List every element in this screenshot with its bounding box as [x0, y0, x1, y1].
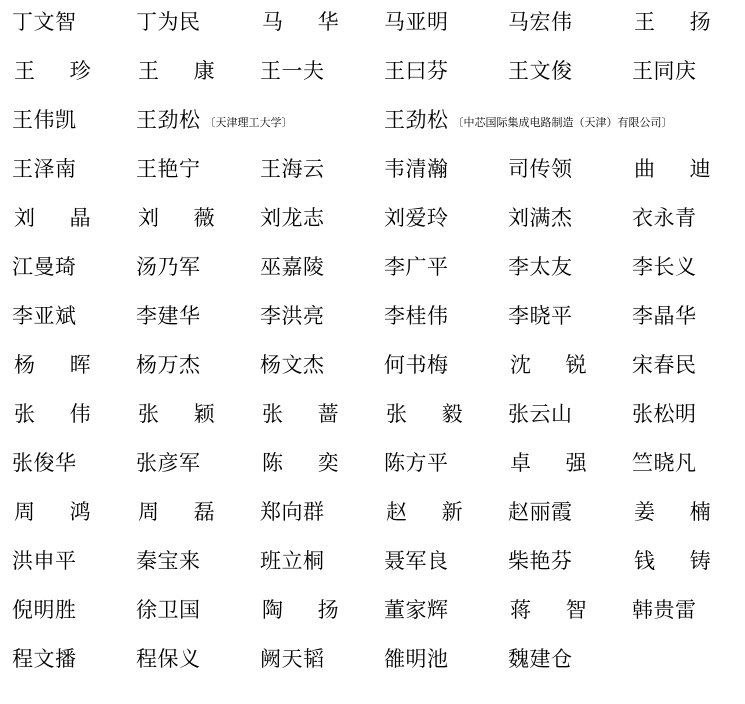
person-name: 蒋 智: [510, 598, 601, 622]
person-name: 王一夫: [260, 59, 325, 83]
name-cell: [378, 498, 502, 526]
name-cell: [6, 8, 130, 36]
name-cell: [254, 400, 378, 428]
name-cell: [130, 204, 254, 232]
person-name: 秦宝来: [136, 549, 201, 573]
person-affiliation-note: 〔中芯国际集成电路制造（天津）有限公司〕: [452, 116, 673, 129]
person-name: 雒明池: [384, 647, 449, 671]
name-cell: [254, 547, 378, 575]
name-cell: [6, 498, 130, 526]
person-name: 王 康: [138, 59, 229, 83]
name-cell: [502, 547, 626, 575]
person-name: 张 毅: [386, 402, 477, 426]
name-cell: [130, 155, 254, 183]
name-cell: [254, 155, 378, 183]
name-cell: [378, 57, 502, 85]
name-cell: [6, 596, 130, 624]
name-cell: [378, 155, 502, 183]
name-cell: [502, 498, 626, 526]
name-cell: [626, 302, 745, 330]
person-name: 张俊华: [12, 451, 77, 475]
name-cell: [626, 155, 745, 183]
name-cell: [502, 8, 626, 36]
person-name: 曲 迪: [634, 157, 725, 181]
name-cell: [130, 400, 254, 428]
name-cell: [130, 449, 254, 477]
name-cell: [626, 204, 745, 232]
name-cell: [6, 547, 130, 575]
name-cell: [130, 253, 254, 281]
name-cell: [502, 400, 626, 428]
name-cell: [626, 547, 745, 575]
name-cell: [254, 253, 378, 281]
person-name: 郑向群: [260, 500, 325, 524]
name-row: [6, 596, 739, 645]
person-name: 宋春民: [632, 353, 697, 377]
person-name: 王劲松: [136, 108, 201, 132]
person-name: 丁文智: [12, 10, 77, 34]
name-cell: [378, 204, 502, 232]
person-name: 王劲松: [384, 108, 449, 132]
person-name: 聂军良: [384, 549, 449, 573]
person-name: 李晶华: [632, 304, 697, 328]
name-row: [6, 106, 739, 155]
name-cell: [6, 645, 130, 673]
name-cell: [6, 449, 130, 477]
name-cell: [378, 645, 502, 673]
name-cell: [502, 449, 626, 477]
name-cell: [6, 400, 130, 428]
person-name: 洪申平: [12, 549, 77, 573]
name-row: [6, 204, 739, 253]
person-name: 李太友: [508, 255, 573, 279]
name-row: [6, 155, 739, 204]
name-cell: [6, 204, 130, 232]
person-name: 杨万杰: [136, 353, 201, 377]
name-cell: [130, 547, 254, 575]
name-cell: [254, 351, 378, 379]
name-row: [6, 400, 739, 449]
person-name: 马 华: [262, 10, 353, 34]
name-cell: [626, 596, 745, 624]
person-name: 魏建仓: [508, 647, 573, 671]
name-cell: [6, 253, 130, 281]
person-name: 王艳宁: [136, 157, 201, 181]
person-name: 刘爱玲: [384, 206, 449, 230]
name-cell: [130, 645, 254, 673]
person-name: 陈 奕: [262, 451, 353, 475]
person-name: 司传领: [508, 157, 573, 181]
person-name: 陶 扬: [262, 598, 353, 622]
name-cell: [502, 204, 626, 232]
person-name: 李长义: [632, 255, 697, 279]
person-name: 李广平: [384, 255, 449, 279]
name-cell: [378, 351, 502, 379]
person-name: 刘龙志: [260, 206, 325, 230]
person-name: 李亚斌: [12, 304, 77, 328]
person-name: 王文俊: [508, 59, 573, 83]
person-name: 董家辉: [384, 598, 449, 622]
person-name: 王 扬: [634, 10, 725, 34]
person-name: 韩贵雷: [632, 598, 697, 622]
name-row: [6, 8, 739, 57]
person-name: 张云山: [508, 402, 573, 426]
name-cell: [130, 498, 254, 526]
person-name: 李晓平: [508, 304, 573, 328]
person-name: 陈方平: [384, 451, 449, 475]
name-cell: [254, 57, 378, 85]
name-cell: [6, 351, 130, 379]
person-name: 韦清瀚: [384, 157, 449, 181]
person-name: 班立桐: [260, 549, 325, 573]
name-cell: [502, 155, 626, 183]
name-row: [6, 449, 739, 498]
person-name: 衣永青: [632, 206, 697, 230]
person-name: 卓 强: [510, 451, 601, 475]
name-cell: [626, 8, 745, 36]
name-cell: [378, 547, 502, 575]
name-cell: [254, 302, 378, 330]
person-name: 徐卫国: [136, 598, 201, 622]
person-name: 王海云: [260, 157, 325, 181]
person-name: 马宏伟: [508, 10, 573, 34]
person-name: 王 珍: [14, 59, 105, 83]
name-row: [6, 57, 739, 106]
name-cell: [378, 253, 502, 281]
person-name: 丁为民: [136, 10, 201, 34]
person-name: 倪明胜: [12, 598, 77, 622]
name-row: [6, 351, 739, 400]
person-name: 阙天韬: [260, 647, 325, 671]
person-name: 江曼琦: [12, 255, 77, 279]
person-name: 王伟凯: [12, 108, 77, 132]
name-cell: [626, 449, 745, 477]
person-name: 程保义: [136, 647, 201, 671]
name-cell: [254, 204, 378, 232]
person-name: 赵 新: [386, 500, 477, 524]
name-cell: [378, 449, 502, 477]
person-name: 程文播: [12, 647, 77, 671]
person-name: 杨 晖: [14, 353, 105, 377]
name-cell: [378, 8, 502, 36]
name-cell: [130, 351, 254, 379]
person-name: 张 蔷: [262, 402, 353, 426]
name-cell: [378, 400, 502, 428]
name-row: [6, 547, 739, 596]
person-name: 沈 锐: [510, 353, 601, 377]
person-name: 张彦军: [136, 451, 201, 475]
name-cell: [6, 106, 130, 134]
person-name: 王曰芬: [384, 59, 449, 83]
name-cell: [254, 449, 378, 477]
name-cell: [626, 57, 745, 85]
name-cell: [130, 8, 254, 36]
name-cell: [254, 8, 378, 36]
name-row: [6, 645, 739, 694]
name-cell: [378, 106, 673, 134]
person-name: 李桂伟: [384, 304, 449, 328]
person-name: 张 伟: [14, 402, 105, 426]
name-cell: [502, 645, 626, 673]
name-cell: [502, 596, 626, 624]
person-name: 刘 薇: [138, 206, 229, 230]
person-name: 钱 铸: [634, 549, 725, 573]
person-name: 马亚明: [384, 10, 449, 34]
person-name: 李洪亮: [260, 304, 325, 328]
person-name: 刘 晶: [14, 206, 105, 230]
name-cell: [130, 596, 254, 624]
person-name: 周 磊: [138, 500, 229, 524]
name-cell: [502, 57, 626, 85]
name-cell: [130, 57, 254, 85]
name-cell: [502, 253, 626, 281]
person-name: 刘满杰: [508, 206, 573, 230]
person-name: 杨文杰: [260, 353, 325, 377]
person-name: 汤乃军: [136, 255, 201, 279]
name-cell: [6, 57, 130, 85]
name-cell: [626, 351, 745, 379]
name-cell: [502, 302, 626, 330]
name-cell: [254, 498, 378, 526]
name-cell: [378, 302, 502, 330]
name-cell: [626, 498, 745, 526]
person-name: 张 颖: [138, 402, 229, 426]
name-cell: [502, 351, 626, 379]
person-name: 竺晓凡: [632, 451, 697, 475]
person-name: 柴艳芬: [508, 549, 573, 573]
name-cell: [378, 596, 502, 624]
person-name: 何书梅: [384, 353, 449, 377]
name-cell: [254, 645, 378, 673]
person-name: 姜 楠: [634, 500, 725, 524]
name-cell: [6, 155, 130, 183]
person-name: 赵丽霞: [508, 500, 573, 524]
name-cell: [626, 253, 745, 281]
name-row: [6, 253, 739, 302]
person-name: 李建华: [136, 304, 201, 328]
person-name: 王同庆: [632, 59, 697, 83]
name-row: [6, 302, 739, 351]
name-row: [6, 498, 739, 547]
name-cell: [130, 106, 378, 134]
name-cell: [254, 596, 378, 624]
person-affiliation-note: 〔天津理工大学〕: [204, 116, 293, 129]
name-cell: [6, 302, 130, 330]
name-cell: [130, 302, 254, 330]
name-cell: [626, 400, 745, 428]
person-name: 周 鸿: [14, 500, 105, 524]
person-name: 王泽南: [12, 157, 77, 181]
person-name: 张松明: [632, 402, 697, 426]
person-name: 巫嘉陵: [260, 255, 325, 279]
